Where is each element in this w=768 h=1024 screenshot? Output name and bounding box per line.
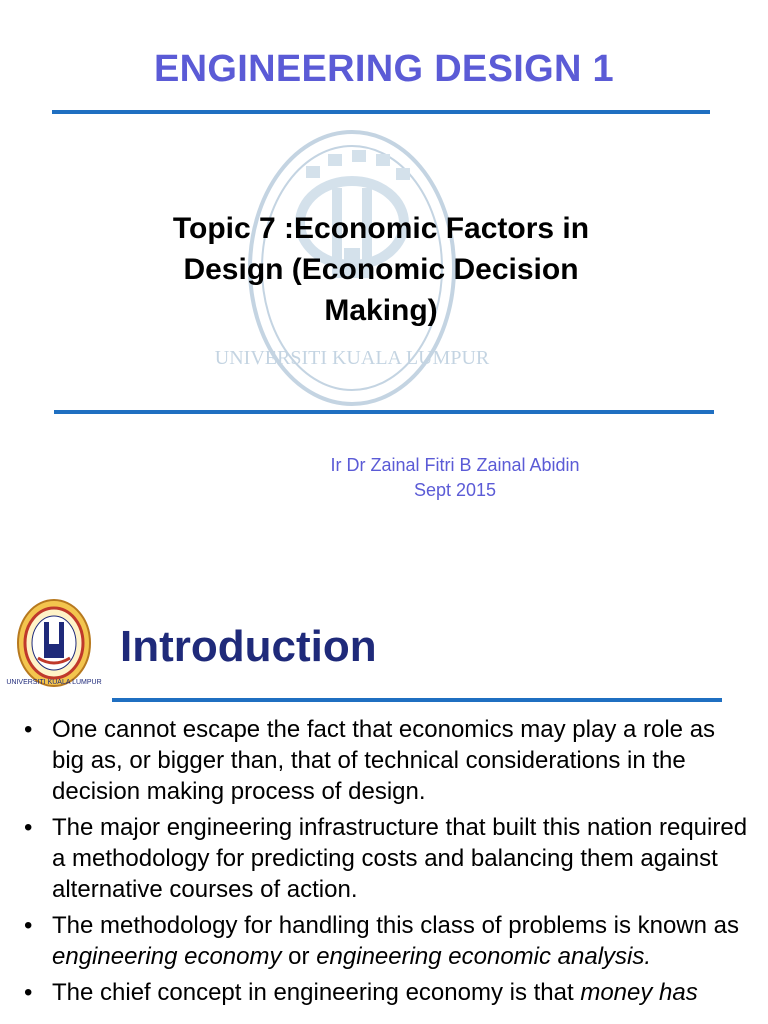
topic-line: Making) [324, 294, 438, 327]
topic-divider [54, 410, 714, 414]
slide-title: ENGINEERING DESIGN 1 [154, 48, 614, 90]
list-item [20, 910, 750, 972]
bullet-text: The methodology for handling this class of problems is known as engineering economy or engineering economic analysis. [52, 912, 740, 970]
bullet-text: One cannot escape the fact that economics may play a role as big as, or bigger than, that of technical considerations in the decision making process of design. [52, 716, 716, 805]
bullet-icon: • [24, 979, 33, 1006]
topic-line: Topic 7 :Economic Factors in [172, 212, 590, 245]
topic-line: Design (Economic Decision [183, 253, 579, 286]
bullet-icon: • [24, 716, 33, 743]
university-logo-icon [6, 598, 102, 688]
bullet-text: The chief concept in engineering economy is that money has [52, 979, 698, 1006]
title-divider [52, 110, 710, 114]
topic-title [114, 208, 648, 331]
bullet-list [20, 714, 750, 1013]
list-item [20, 812, 750, 905]
section-divider [112, 698, 722, 702]
bullet-icon: • [24, 814, 33, 841]
author-name: Ir Dr Zainal Fitri B Zainal Abidin [330, 455, 580, 475]
svg-text:UNIVERSITI KUALA LUMPUR: UNIVERSITI KUALA LUMPUR [6, 679, 102, 686]
emphasis-term: money has [580, 979, 698, 1006]
list-item [20, 977, 750, 1008]
presentation-date: Sept 2015 [413, 480, 497, 500]
section-heading: Introduction [120, 622, 377, 671]
author-block [290, 453, 620, 503]
bullet-text: The major engineering infrastructure that built this nation required a methodology for predicting costs and balancing them against alternative courses of action. [52, 814, 748, 903]
introduction-slide [0, 560, 768, 1024]
bullet-icon: • [24, 912, 33, 939]
list-item [20, 714, 750, 807]
emphasis-term: engineering economy [52, 943, 282, 970]
emphasis-term: engineering economic analysis. [316, 943, 652, 970]
svg-text:UNIVERSITI KUALA LUMPUR: UNIVERSITI KUALA LUMPUR [214, 347, 490, 369]
